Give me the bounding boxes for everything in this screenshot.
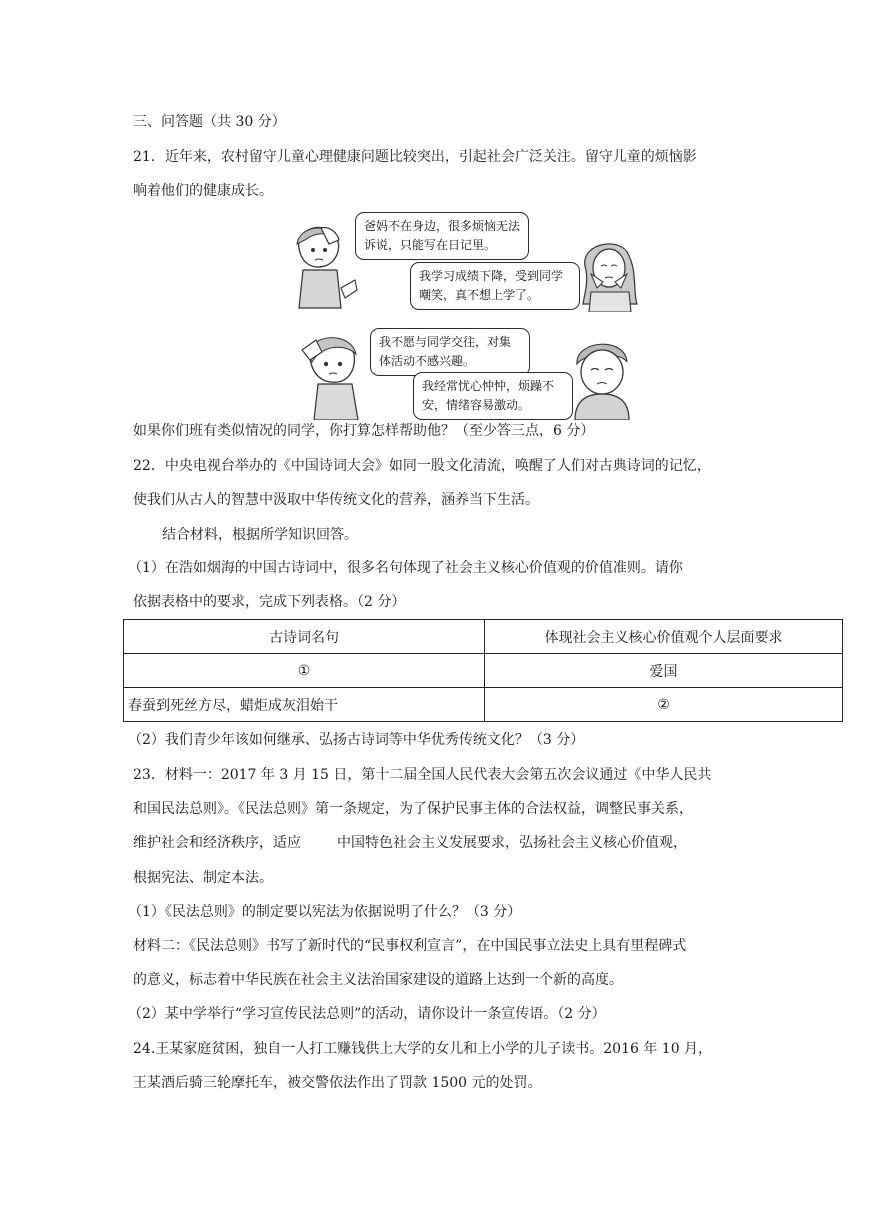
table-header-cell: 古诗词名句 bbox=[124, 620, 485, 654]
q22-part2: （2）我们青少年该如何继承、弘扬古诗词等中华优秀传统文化？（3 分） bbox=[128, 732, 585, 748]
q22-text-line-2: 使我们从古人的智慧中汲取中华传统文化的营养，涵养当下生活。 bbox=[133, 492, 539, 508]
q21-text-line-2: 响着他们的健康成长。 bbox=[133, 183, 273, 199]
q21-question: 如果你们班有类似情况的同学，你打算怎样帮助他？（至少答三点，6 分） bbox=[133, 423, 595, 439]
q22-instruction: 结合材料，根据所学知识回答。 bbox=[162, 527, 358, 543]
speech-bubble-3: 我不愿与同学交往，对集体活动不感兴趣。 bbox=[370, 328, 530, 376]
child-figure-3 bbox=[300, 328, 374, 420]
table-row bbox=[124, 688, 843, 722]
q23-material2-line-1: 材料二：《民法总则》书写了新时代的“民事权利宣言”，在中国民事立法史上具有里程碑式 bbox=[133, 938, 687, 954]
child-figure-1 bbox=[285, 218, 360, 310]
speech-bubble-1: 爸妈不在身边，很多烦恼无法诉说，只能写在日记里。 bbox=[355, 212, 529, 260]
cartoon-illustration bbox=[285, 210, 645, 420]
child-figure-2 bbox=[577, 232, 643, 312]
values-table bbox=[123, 619, 843, 722]
table-cell: ① bbox=[124, 654, 485, 688]
q23-part2: （2）某中学举行“学习宣传民法总则”的活动，请你设计一条宣传语。（2 分） bbox=[128, 1006, 606, 1022]
q24-text-line-1: 24.王某家庭贫困，独自一人打工赚钱供上大学的女儿和上小学的儿子读书。2016 年 10 月， bbox=[133, 1041, 713, 1057]
speech-bubble-4: 我经常忧心忡忡，烦躁不安，情绪容易激动。 bbox=[413, 372, 573, 420]
q24-text-line-2: 王某酒后骑三轮摩托车，被交警依法作出了罚款 1500 元的处罚。 bbox=[133, 1075, 542, 1091]
q23-text-line-1: 23．材料一：2017 年 3 月 15 日，第十二届全国人民代表大会第五次会议通过《中华人民共 bbox=[133, 767, 712, 783]
q23-part1: （1）《民法总则》的制定要以宪法为依据说明了什么？（3 分） bbox=[128, 904, 522, 920]
q23-text-line-3a: 维护社会和经济秩序，适应 bbox=[133, 835, 301, 851]
q23-text-line-4: 根据宪法、制定本法。 bbox=[133, 870, 273, 886]
section-heading: 三、问答题（共 30 分） bbox=[133, 114, 286, 130]
q23-text-line-2: 和国民法总则》。《民法总则》第一条规定，为了保护民事主体的合法权益，调整民事关系， bbox=[133, 801, 693, 817]
child-figure-4 bbox=[569, 334, 635, 420]
speech-bubble-2: 我学习成绩下降，受到同学嘲笑，真不想上学了。 bbox=[410, 262, 580, 310]
q21-text-line-1: 21．近年来，农村留守儿童心理健康问题比较突出，引起社会广泛关注。留守儿童的烦恼影 bbox=[133, 149, 697, 165]
q23-material2-line-2: 的意义，标志着中华民族在社会主义法治国家建设的道路上达到一个新的高度。 bbox=[133, 972, 623, 988]
q22-part1-line-1: （1）在浩如烟海的中国古诗词中，很多名句体现了社会主义核心价值观的价值准则。请你 bbox=[128, 560, 683, 576]
table-header-row bbox=[124, 620, 843, 654]
q23-text-line-3b: 中国特色社会主义发展要求，弘扬社会主义核心价值观， bbox=[337, 835, 687, 851]
table-row bbox=[124, 654, 843, 688]
q23-text-line-3 bbox=[133, 833, 687, 853]
q22-text-line-1: 22．中央电视台举办的《中国诗词大会》如同一股文化清流，唤醒了人们对古典诗词的记忆， bbox=[133, 458, 711, 474]
q22-part1-line-2: 依据表格中的要求，完成下列表格。（2 分） bbox=[133, 594, 406, 610]
table-cell: ② bbox=[485, 688, 843, 722]
table-cell: 爱国 bbox=[485, 654, 843, 688]
table-cell: 春蚕到死丝方尽，蜡炬成灰泪始干 bbox=[124, 688, 485, 722]
table-header-cell: 体现社会主义核心价值观个人层面要求 bbox=[485, 620, 843, 654]
